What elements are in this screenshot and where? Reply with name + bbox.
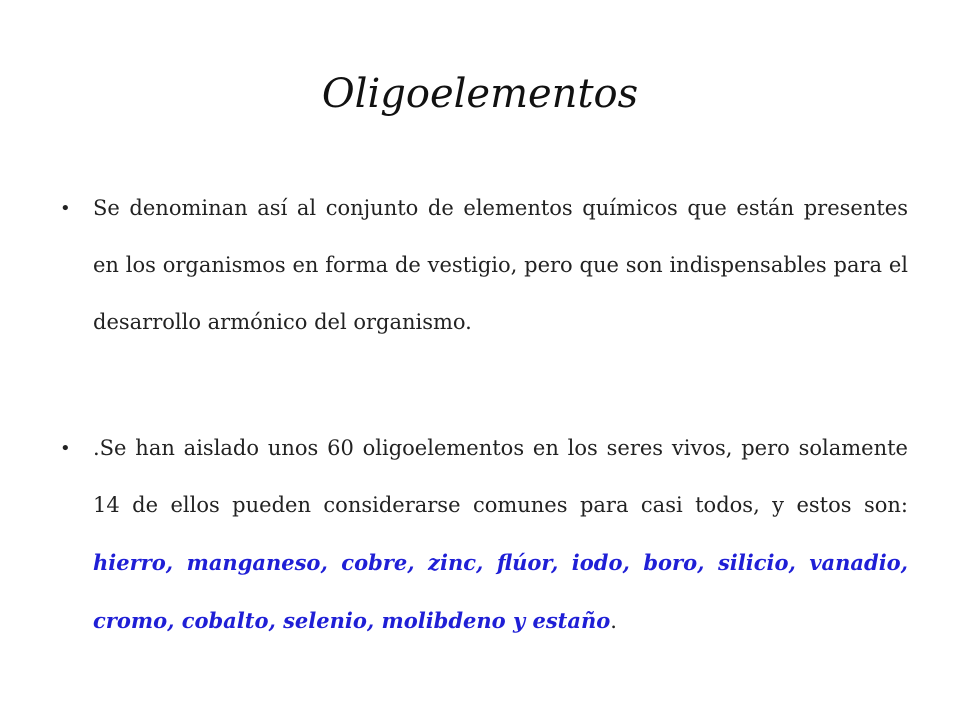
highlighted-elements-list: hierro, manganeso, cobre, zinc, flúor, iodo, boro, silicio, vanadio, cromo, cobalto, selenio, molibdeno y estaño — [93, 550, 908, 633]
slide-title: Oligoelementos — [321, 71, 639, 117]
bullet-item-definition — [60, 180, 908, 351]
bullet-text: .Se han aislado unos 60 oligoelementos en los seres vivos, pero solamente 14 de ellos pueden considerarse comunes para casi todos, y estos son: — [93, 436, 908, 517]
bullet-list — [60, 180, 908, 650]
bullet-item-elements — [60, 420, 908, 650]
bullet-text: Se denominan así al conjunto de elementos químicos que están presentes en los organismos en forma de vestigio, pero que son indispensables para el desarrollo armónico del organismo. — [93, 196, 908, 334]
bullet-text-end: . — [610, 609, 617, 633]
bullet-marker: • — [60, 198, 71, 219]
bullet-marker: • — [60, 438, 71, 459]
